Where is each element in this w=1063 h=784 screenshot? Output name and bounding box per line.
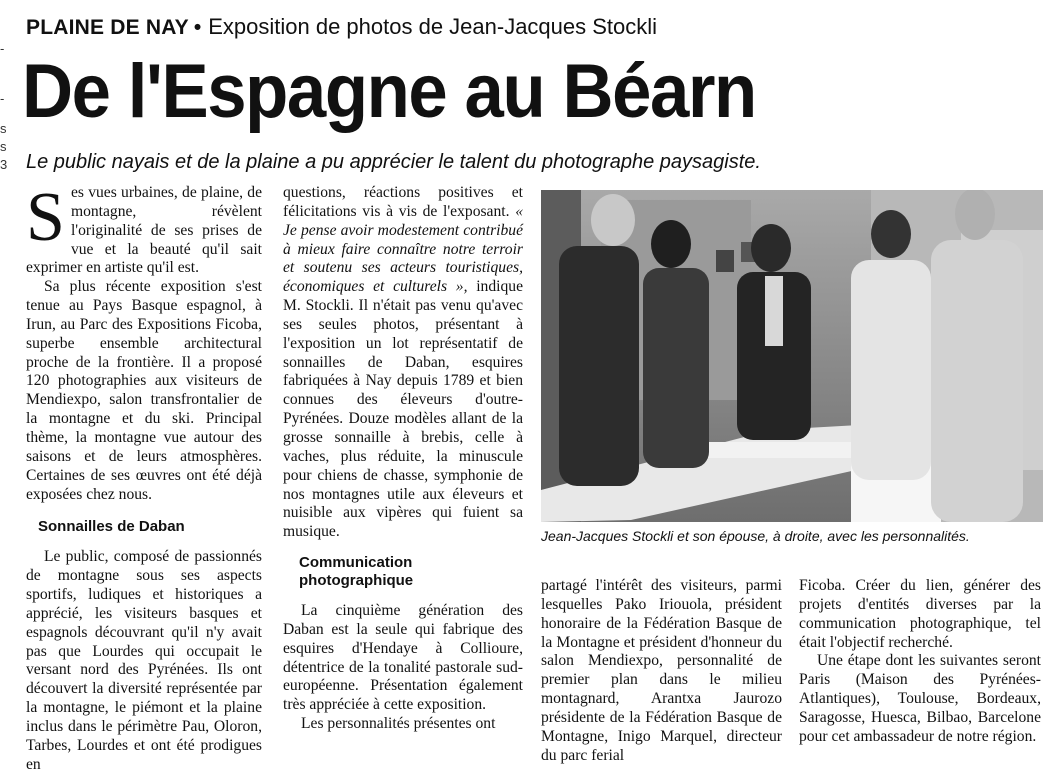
paragraph-text: indique M. Stockli. Il n'était pas venu qu'avec ses seules photos, présentant à l'exposition un lot représentatif de sonnailles de Daban, esquires fabriquées à Nay depuis 1789 et bien connues des éleveurs d'outre-Pyrénées. Douze modèles allant de la grosse sonnaille à brebis, celle à vaches, plus réduite, la minuscule pour chiens de chasse, symphonie de nos montagnes utile aux éleveurs et nuisible aux vipères qui fuient sa musique. bbox=[283, 278, 523, 541]
paragraph-text: es vues urbaines, de plaine, de montagne, révèlent l'originalité de ses prises de vue et la beauté qu'il sait exprimer en artiste qu'il est. bbox=[26, 184, 262, 277]
article-photo bbox=[541, 190, 1043, 522]
exhibition-photo-illustration bbox=[541, 190, 1043, 522]
paragraph bbox=[283, 184, 523, 542]
text-column-4 bbox=[799, 577, 1041, 747]
left-edge-fragments bbox=[0, 30, 8, 670]
subhead-line: Communication bbox=[299, 554, 413, 572]
drop-cap: S bbox=[26, 179, 65, 256]
paragraph: partagé l'intérêt des visiteurs, parmi lesquelles Pako Iriouola, président honoraire de la Fédération Basque de la Montagne et président d'honneur du salon Mendiexpo, personnalité de premier plan dans le milieu montagnard, Arantxa Jaurozo présidente de la Fédération Basque de Montagne, Inigo Marquel, directeur du parc ferial bbox=[541, 577, 782, 764]
article-headline: De l'Espagne au Béarn bbox=[22, 49, 756, 134]
paragraph bbox=[26, 179, 262, 278]
paragraph: Une étape dont les suivantes seront Paris (Maison des Pyrénées-Atlantiques), Toulouse, Bordeaux, Saragosse, Huesca, Bilbao, Barcelone pour cet ambassadeur de notre région. bbox=[799, 652, 1041, 745]
paragraph: La cinquième génération des Daban est la seule qui fabrique des esquires d'Hendaye à Collioure, détentrice de la tonalité pastorale sud-européenne. Présentation également très appréciée à cette exposition. bbox=[283, 602, 523, 714]
article-standfirst: Le public nayais et de la plaine a pu apprécier le talent du photographe paysagiste. bbox=[26, 151, 761, 173]
paragraph-text: questions, réactions positives et félicitations vis à vis de l'exposant. bbox=[283, 184, 523, 220]
edge-fragment: s bbox=[0, 139, 7, 154]
photo-caption: Jean-Jacques Stockli et son épouse, à droite, avec les personnalités. bbox=[541, 528, 970, 544]
section-subhead: Sonnailles de Daban bbox=[38, 518, 185, 536]
text-column-3 bbox=[541, 577, 782, 765]
edge-fragment: 3 bbox=[0, 157, 8, 172]
paragraph: Le public, composé de passionnés de montagne sous ses aspects sportifs, ludiques et historiques a apprécié, les visiteurs basques et espagnols découvrant qu'il n'y avait pas que Lourdes qui occupait le versant nord des Pyrénées. Ils ont découvert la diversité représentée par la montagne, le piémont et la plaine inclus dans le périmètre Pau, Oloron, Tarbes, Lourdes et ont été prodigues en bbox=[26, 548, 262, 773]
kicker-location: PLAINE DE NAY bbox=[26, 16, 189, 39]
kicker-separator: • bbox=[193, 16, 202, 39]
kicker-text: Exposition de photos de Jean-Jacques Stockli bbox=[208, 14, 658, 39]
paragraph: Les personnalités présentes ont bbox=[301, 715, 496, 733]
edge-fragment: s bbox=[0, 121, 7, 136]
paragraph: Sa plus récente exposition s'est tenue au Pays Basque espagnol, à Irun, au Parc des Expositions Ficoba, superbe ensemble architectural proche de la frontière. Il a proposé 120 photographies aux visiteurs de Mendiexpo, salon transfrontalier de la montagne et du ski. Principal thème, la montagne vue autour des saisons et de leurs atmosphères. Certaines de ses œuvres ont été déjà exposées chez nous. bbox=[26, 278, 262, 503]
edge-fragment: - bbox=[0, 91, 5, 106]
section-subhead bbox=[299, 554, 523, 590]
paragraph: Ficoba. Créer du lien, générer des projets d'entités diverses par la communication photographique, tel était l'objectif recherché. bbox=[799, 577, 1041, 651]
quotation: « Je pense avoir modestement contribué à mieux faire connaître notre terroir et soutenu ses acteurs touristiques, économiques et culturels », bbox=[283, 202, 523, 296]
text-column-1 bbox=[26, 179, 262, 774]
subhead-line: photographique bbox=[299, 572, 414, 590]
edge-fragment: - bbox=[0, 41, 5, 56]
text-column-2 bbox=[283, 184, 523, 734]
article-kicker bbox=[26, 14, 657, 41]
